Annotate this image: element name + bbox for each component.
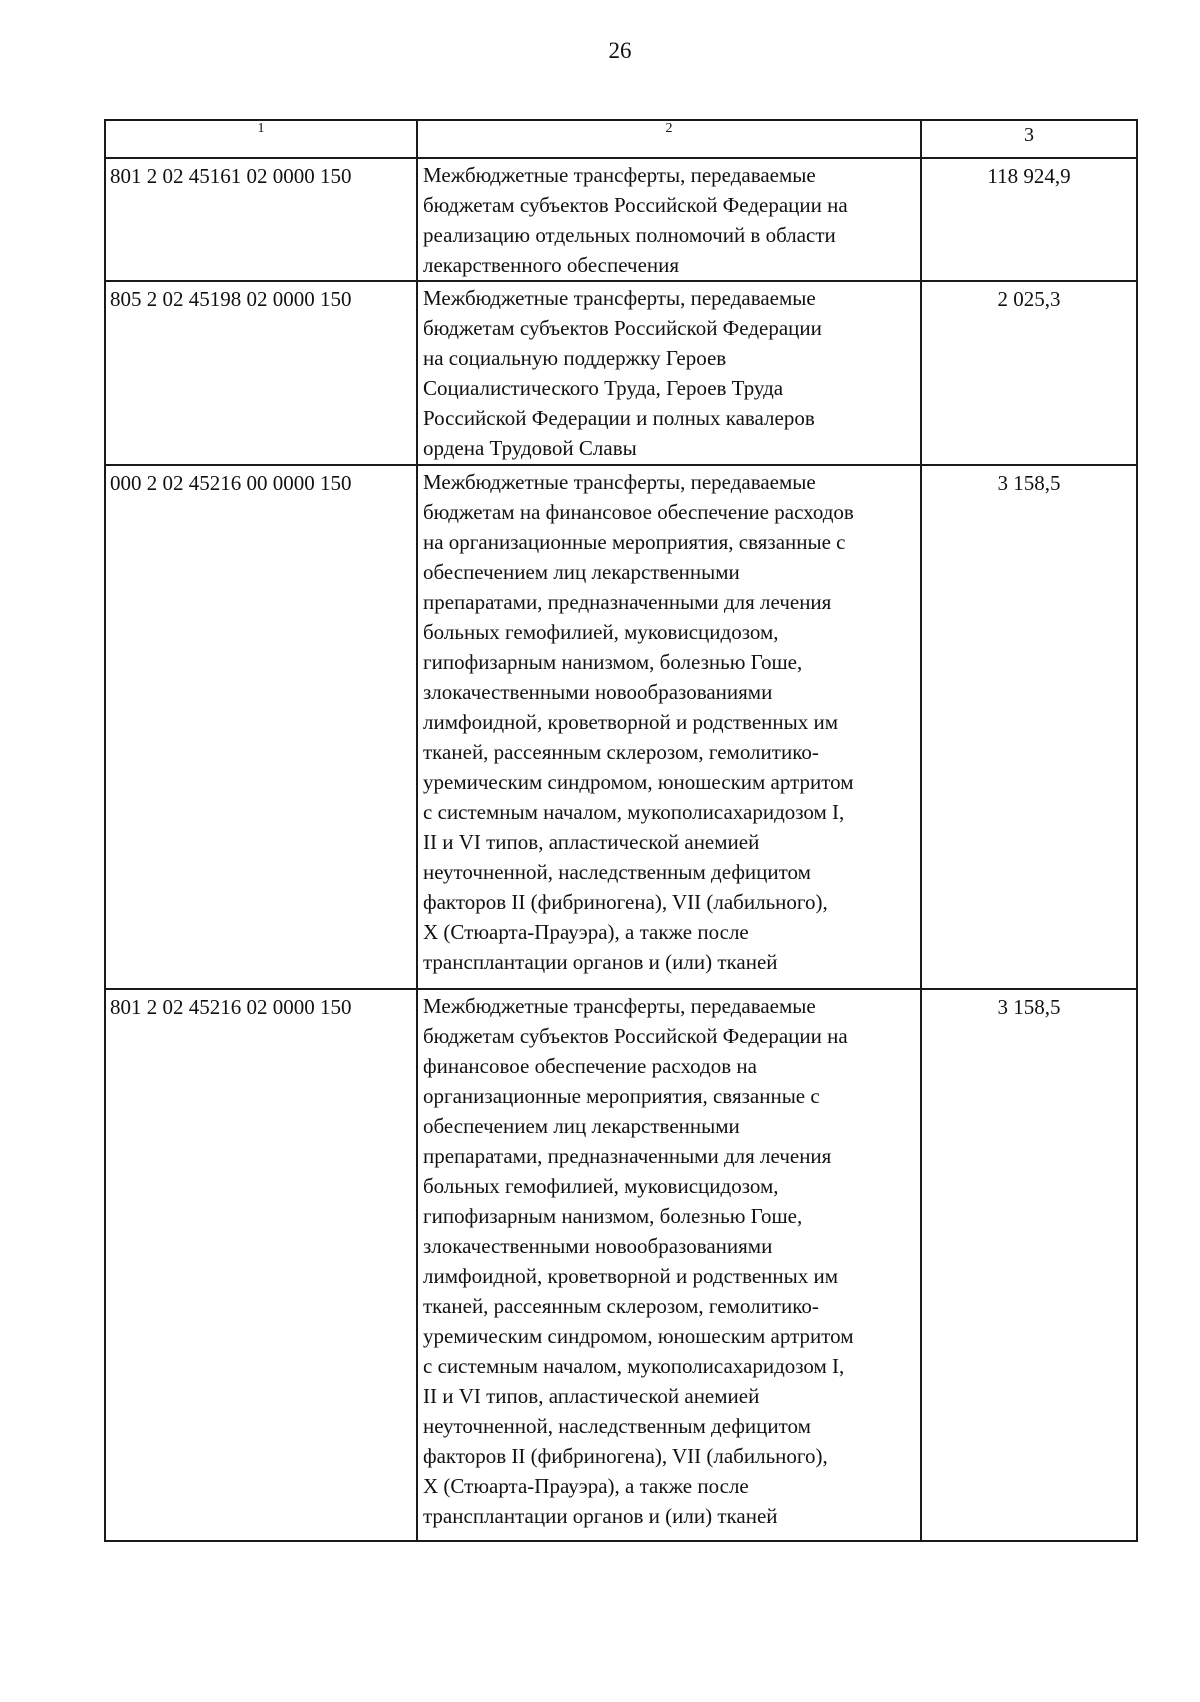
budget-table <box>104 119 1138 1542</box>
description-line: трансплантации органов и (или) тканей <box>423 950 778 974</box>
description-line: неуточненной, наследственным дефицитом <box>423 1414 811 1438</box>
page-number: 26 <box>608 38 632 63</box>
description-line: лимфоидной, кроветворной и родственных им <box>423 710 839 734</box>
amount-cell: 118 924,9 <box>921 158 1137 281</box>
description-line: факторов II (фибриногена), VII (лабильного), <box>423 1444 828 1468</box>
description-line: Межбюджетные трансферты, передаваемые <box>423 470 816 494</box>
table-row <box>105 465 1137 989</box>
description-cell <box>417 281 921 465</box>
description-line: злокачественными новообразованиями <box>423 680 773 704</box>
budget-code-cell: 801 2 02 45161 02 0000 150 <box>105 158 417 281</box>
description-line: обеспечением лиц лекарственными <box>423 560 740 584</box>
description-line: на социальную поддержку Героев <box>423 346 727 370</box>
description-line: больных гемофилией, муковисцидозом, <box>423 1174 779 1198</box>
description-line: II и VI типов, апластической анемией <box>423 830 760 854</box>
table-row <box>105 989 1137 1541</box>
description-line: бюджетам субъектов Российской Федерации <box>423 316 822 340</box>
amount-cell: 2 025,3 <box>921 281 1137 465</box>
amount-cell: 3 158,5 <box>921 989 1137 1541</box>
description-line: Российской Федерации и полных кавалеров <box>423 406 815 430</box>
description-line: уремическим синдромом, юношеским артритом <box>423 770 854 794</box>
budget-code-cell: 805 2 02 45198 02 0000 150 <box>105 281 417 465</box>
description-line: с системным началом, мукополисахаридозом I, <box>423 800 845 824</box>
description-line: обеспечением лиц лекарственными <box>423 1114 740 1138</box>
description-line: тканей, рассеянным склерозом, гемолитико- <box>423 740 819 764</box>
description-cell <box>417 158 921 281</box>
description-line: гипофизарным нанизмом, болезнью Гоше, <box>423 650 803 674</box>
description-line: уремическим синдромом, юношеским артритом <box>423 1324 854 1348</box>
description-line: бюджетам на финансовое обеспечение расходов <box>423 500 854 524</box>
budget-code-cell: 801 2 02 45216 02 0000 150 <box>105 989 417 1541</box>
description-line: бюджетам субъектов Российской Федерации на <box>423 1024 848 1048</box>
description-line: Социалистического Труда, Героев Труда <box>423 376 784 400</box>
amount-cell: 3 158,5 <box>921 465 1137 989</box>
description-line: X (Стюарта-Прауэра), а также после <box>423 1474 749 1498</box>
table-row <box>105 281 1137 465</box>
description-line: гипофизарным нанизмом, болезнью Гоше, <box>423 1204 803 1228</box>
description-line: финансовое обеспечение расходов на <box>423 1054 757 1078</box>
table-header-row <box>105 120 1137 158</box>
description-line: лекарственного обеспечения <box>423 253 680 277</box>
column-header-1: 1 <box>105 120 417 158</box>
budget-code-cell: 000 2 02 45216 00 0000 150 <box>105 465 417 989</box>
description-line: организационные мероприятия, связанные с <box>423 1084 820 1108</box>
column-header-2: 2 <box>417 120 921 158</box>
description-line: злокачественными новообразованиями <box>423 1234 773 1258</box>
description-line: II и VI типов, апластической анемией <box>423 1384 760 1408</box>
description-line: трансплантации органов и (или) тканей <box>423 1504 778 1528</box>
description-line: неуточненной, наследственным дефицитом <box>423 860 811 884</box>
description-line: факторов II (фибриногена), VII (лабильного), <box>423 890 828 914</box>
description-line: с системным началом, мукополисахаридозом I, <box>423 1354 845 1378</box>
description-line: X (Стюарта-Прауэра), а также после <box>423 920 749 944</box>
description-line: препаратами, предназначенными для лечения <box>423 590 832 614</box>
description-line: препаратами, предназначенными для лечения <box>423 1144 832 1168</box>
description-line: реализацию отдельных полномочий в области <box>423 223 836 247</box>
description-cell <box>417 989 921 1541</box>
description-line: ордена Трудовой Славы <box>423 436 637 460</box>
description-line: больных гемофилией, муковисцидозом, <box>423 620 779 644</box>
description-line: тканей, рассеянным склерозом, гемолитико- <box>423 1294 819 1318</box>
column-header-3: 3 <box>921 120 1137 158</box>
description-line: бюджетам субъектов Российской Федерации на <box>423 193 848 217</box>
description-line: Межбюджетные трансферты, передаваемые <box>423 994 816 1018</box>
description-cell <box>417 465 921 989</box>
description-line: на организационные мероприятия, связанные с <box>423 530 846 554</box>
description-line: Межбюджетные трансферты, передаваемые <box>423 286 816 310</box>
table-row <box>105 158 1137 281</box>
description-line: Межбюджетные трансферты, передаваемые <box>423 163 816 187</box>
description-line: лимфоидной, кроветворной и родственных им <box>423 1264 839 1288</box>
